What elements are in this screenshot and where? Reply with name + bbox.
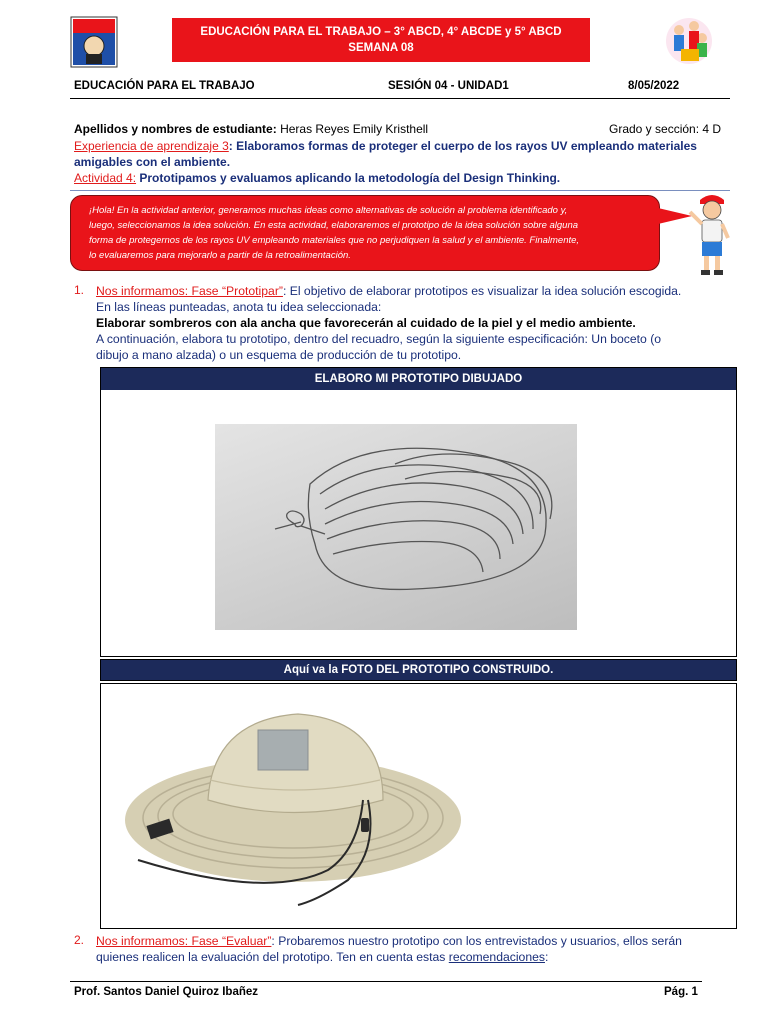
photo-box-header — [100, 659, 737, 681]
experience-text-2: amigables con el ambiente. — [74, 155, 231, 169]
date-label: 8/05/2022 — [628, 80, 680, 92]
speech-bubble — [70, 195, 660, 271]
step2-colon: : — [544, 950, 549, 964]
footer-divider — [70, 981, 702, 982]
student-name: Heras Reyes Emily Kristhell — [280, 122, 429, 136]
character-illustration — [688, 190, 736, 276]
banner-title: EDUCACIÓN PARA EL TRABAJO – 3° ABCD, 4° ABCDE y 5° ABCD — [200, 26, 562, 38]
step1-spec-2: dibujo a mano alzada) o un esquema de producción de tu prototipo. — [96, 348, 462, 362]
step1-instruction: En las líneas punteadas, anota tu idea seleccionada: — [96, 300, 382, 314]
school-logo — [70, 16, 118, 68]
step2-label: Nos informamos: Fase “Evaluar” — [96, 934, 272, 948]
bubble-line: ¡Hola! En la actividad anterior, generamos muchas ideas como alternativas de solución al problema identificado y, — [89, 205, 568, 216]
hat-photo — [118, 700, 468, 924]
section-divider — [70, 190, 730, 191]
recommendations-link[interactable]: recomendaciones — [448, 950, 545, 964]
step2-block — [96, 933, 736, 965]
banner-week: SEMANA 08 — [348, 42, 414, 54]
step2-text-2: quienes realicen la evaluación del prototipo. Ten en cuenta estas — [96, 950, 449, 964]
student-row — [74, 122, 428, 136]
session-label: SESIÓN 04 - UNIDAD1 — [388, 80, 509, 92]
drawing-box-title: ELABORO MI PROTOTIPO DIBUJADO — [101, 368, 736, 390]
experience-text: : Elaboramos formas de proteger el cuerpo de los rayos UV empleando materiales — [228, 139, 697, 153]
step1-label: Nos informamos: Fase “Prototipar” — [96, 284, 283, 298]
bubble-tail — [658, 208, 692, 224]
bubble-line: luego, seleccionamos la idea solución. En esta actividad, elaboraremos el prototipo de la idea solución sobre alguna — [89, 220, 579, 231]
kids-illustration — [664, 14, 714, 68]
student-label: Apellidos y nombres de estudiante: — [74, 122, 277, 136]
grade-row — [609, 122, 721, 136]
bubble-line: forma de protegernos de los rayos UV empleando materiales que no perjudiquen la salud y el ambiente. Finalmente, — [89, 235, 580, 246]
step1-block — [96, 283, 736, 363]
step2-text: : Probaremos nuestro prototipo con los entrevistados y usuarios, ellos serán — [271, 934, 682, 948]
step1-spec: A continuación, elabora tu prototipo, dentro del recuadro, según la siguiente especificación: Un boceto (o — [96, 332, 662, 346]
experience-label: Experiencia de aprendizaje 3 — [74, 139, 229, 153]
experience-block — [74, 138, 734, 170]
title-banner — [172, 18, 590, 62]
photo-box-title: Aquí va la FOTO DEL PROTOTIPO CONSTRUIDO. — [101, 660, 736, 680]
grade-value: 4 D — [702, 122, 722, 136]
header-divider — [70, 98, 730, 99]
page-number: Pág. 1 — [664, 986, 698, 998]
teacher-name: Prof. Santos Daniel Quiroz Ibañez — [74, 986, 259, 998]
prototype-sketch — [215, 424, 577, 630]
bubble-line: lo evaluaremos para mejorarlo a partir de la retroalimentación. — [89, 250, 351, 261]
activity-row — [74, 171, 560, 185]
course-name: EDUCACIÓN PARA EL TRABAJO — [74, 80, 255, 92]
step2-number: 2. — [74, 933, 85, 947]
selected-idea: Elaborar sombreros con ala ancha que favorecerán al cuidado de la piel y el medio ambiente. — [96, 316, 636, 330]
grade-label: Grado y sección: — [609, 122, 700, 136]
step1-text: : El objetivo de elaborar prototipos es visualizar la idea solución escogida. — [282, 284, 682, 298]
activity-text: Prototipamos y evaluamos aplicando la metodología del Design Thinking. — [136, 171, 561, 185]
step1-number: 1. — [74, 283, 85, 297]
activity-label: Actividad 4: — [74, 171, 137, 185]
